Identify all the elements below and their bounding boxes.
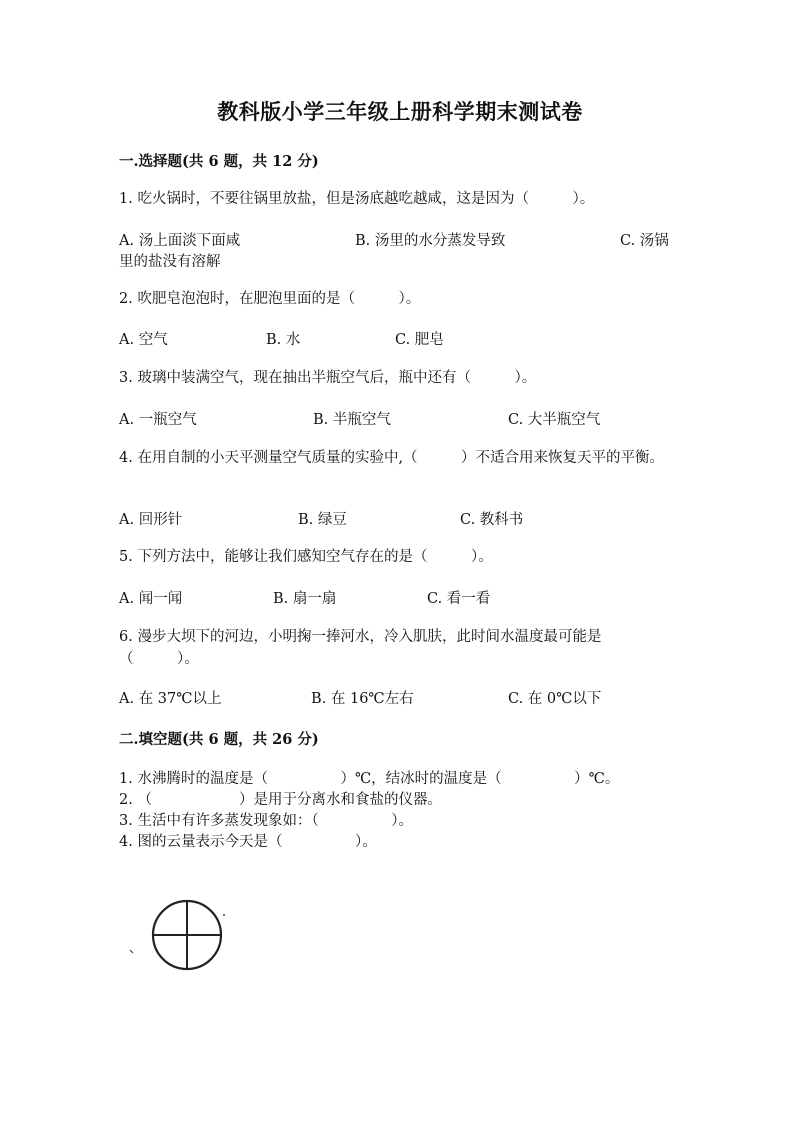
question-4: 4. 在用自制的小天平测量空气质量的实验中,（ ）不适合用来恢复天平的平衡。 bbox=[119, 450, 665, 466]
q2-option-b: B. 水 bbox=[266, 332, 301, 348]
q1-option-a: A. 汤上面淡下面咸 bbox=[119, 233, 241, 249]
q5-option-b: B. 扇一扇 bbox=[273, 591, 337, 607]
q6-option-b: B. 在 16℃左右 bbox=[311, 691, 414, 707]
q6-option-a: A. 在 37℃以上 bbox=[119, 691, 222, 707]
fill-item-4: 4. 图的云量表示今天是（ ）。 bbox=[119, 834, 377, 850]
page-title: 教科版小学三年级上册科学期末测试卷 bbox=[217, 99, 583, 124]
q1-option-c: C. 汤锅 bbox=[620, 233, 669, 249]
q2-option-a: A. 空气 bbox=[119, 332, 168, 348]
cloud-cover-symbol bbox=[120, 895, 240, 985]
question-2: 2. 吹肥皂泡泡时，在肥泡里面的是（ ）。 bbox=[119, 291, 421, 307]
fill-item-1: 1. 水沸腾时的温度是（ ）℃，结冰时的温度是（ ）℃。 bbox=[119, 771, 620, 787]
q3-option-a: A. 一瓶空气 bbox=[119, 412, 197, 428]
q3-option-b: B. 半瓶空气 bbox=[313, 412, 391, 428]
cloud-cover-figure bbox=[120, 895, 240, 985]
question-1: 1. 吃火锅时，不要往锅里放盐，但是汤底越吃越咸，这是因为（ ）。 bbox=[119, 191, 595, 207]
fill-item-3: 3. 生活中有许多蒸发现象如：（ ）。 bbox=[119, 813, 413, 829]
q6-option-c: C. 在 0℃以下 bbox=[508, 691, 602, 707]
question-3: 3. 玻璃中装满空气，现在抽出半瓶空气后，瓶中还有（ ）。 bbox=[119, 370, 537, 386]
question-5: 5. 下列方法中，能够让我们感知空气存在的是（ ）。 bbox=[119, 549, 493, 565]
q2-option-c: C. 肥皂 bbox=[395, 332, 444, 348]
stray-mark-left bbox=[130, 950, 133, 953]
section-2-heading: 二.填空题(共 6 题，共 26 分) bbox=[119, 731, 319, 748]
q1-option-b: B. 汤里的水分蒸发导致 bbox=[355, 233, 506, 249]
q4-option-c: C. 教科书 bbox=[460, 512, 524, 528]
q4-option-b: B. 绿豆 bbox=[298, 512, 347, 528]
question-6: 6. 漫步大坝下的河边，小明掬一捧河水，冷入肌肤，此时间水温度最可能是（ ）。 bbox=[119, 629, 602, 667]
q1-option-c-wrap: 里的盐没有溶解 bbox=[119, 254, 221, 270]
q5-option-a: A. 闻一闻 bbox=[119, 591, 183, 607]
q3-option-c: C. 大半瓶空气 bbox=[508, 412, 601, 428]
q4-option-a: A. 回形针 bbox=[119, 512, 183, 528]
section-1-heading: 一.选择题(共 6 题，共 12 分) bbox=[119, 153, 319, 170]
q5-option-c: C. 看一看 bbox=[427, 591, 491, 607]
stray-mark-right bbox=[223, 914, 225, 916]
fill-item-2: 2. （ ）是用于分离水和食盐的仪器。 bbox=[119, 792, 442, 808]
